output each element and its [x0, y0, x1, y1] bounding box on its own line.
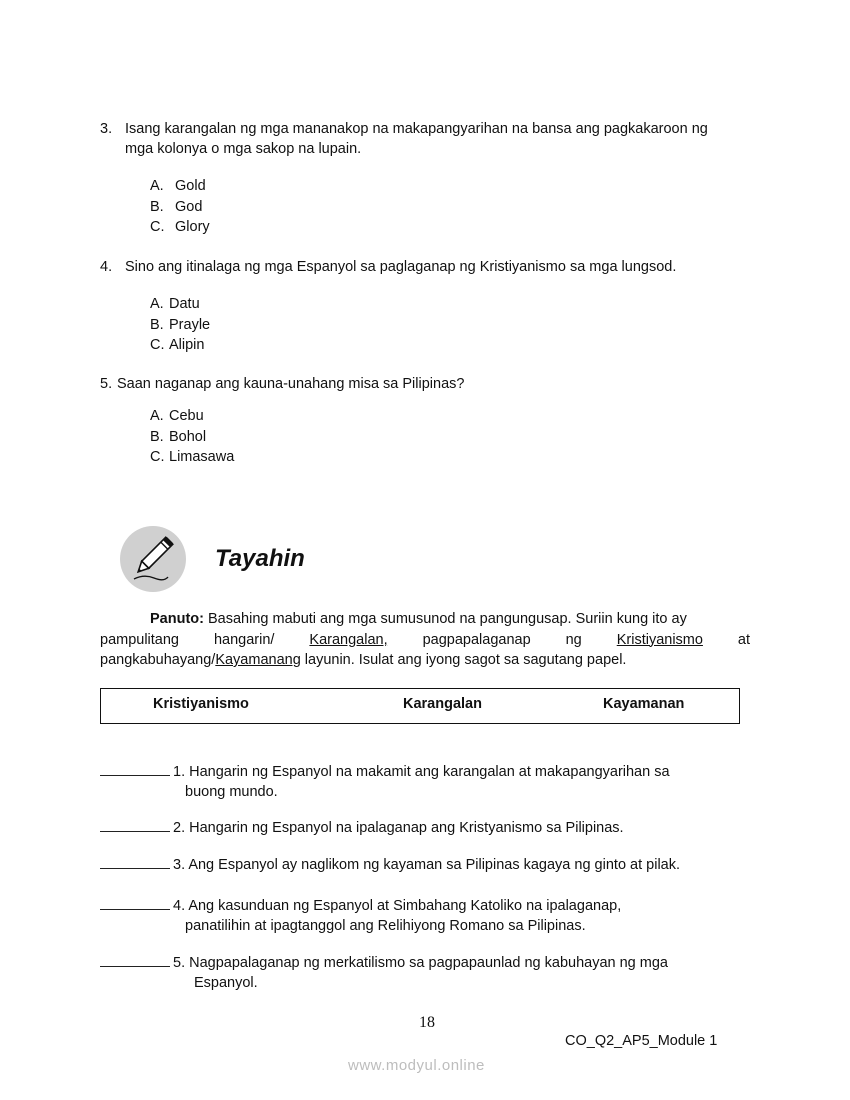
- question-number: 3.: [100, 121, 113, 137]
- page-number: 18: [419, 1014, 435, 1031]
- answer-blank[interactable]: [100, 952, 170, 967]
- question-text: Sino ang itinalaga ng mga Espanyol sa paglaganap ng Kristiyanismo sa mga lungsod.: [125, 259, 677, 275]
- pencil-icon: [120, 526, 186, 592]
- option-b: B. Prayle: [150, 316, 211, 333]
- answer-blank[interactable]: [100, 895, 170, 910]
- answer-blank[interactable]: [100, 854, 170, 869]
- option-b: B. Bohol: [150, 428, 207, 445]
- item-3: 3. Ang Espanyol ay naglikom ng kayaman sa Pilipinas kagaya ng ginto at pilak.: [100, 854, 740, 875]
- question-5-options: [150, 406, 234, 468]
- item-4: 4. Ang kasunduan ng Espanyol at Simbahang Katoliko na ipalaganap, panatilihin at ipagtanggol ang Relihiyong Romano sa Pilipinas.: [100, 895, 740, 936]
- choice-karangalan: Karangalan: [403, 696, 482, 712]
- question-4: [100, 257, 750, 277]
- question-4-options: [150, 294, 210, 356]
- item-5: 5. Nagpapalaganap ng merkatilismo sa pagpapaunlad ng kabuhayan ng mga Espanyol.: [100, 952, 740, 993]
- question-5: [100, 374, 750, 394]
- question-text: Saan naganap ang kauna-unahang misa sa Pilipinas?: [117, 376, 465, 392]
- module-code: CO_Q2_AP5_Module 1: [565, 1033, 718, 1049]
- section-title: Tayahin: [215, 545, 305, 572]
- instructions-line3: pangkabuhayang/Kayamanang layunin. Isulat ang iyong sagot sa sagutang papel.: [100, 652, 627, 668]
- question-text-continued: mga kolonya o mga sakop na lupain.: [125, 141, 362, 157]
- choice-kristiyanismo: Kristiyanismo: [153, 696, 249, 712]
- option-b: B. God: [150, 198, 203, 215]
- instructions: [100, 609, 750, 671]
- instructions-label: Panuto:: [150, 611, 204, 627]
- option-c: C. Limasawa: [150, 449, 235, 465]
- question-number: 4.: [100, 259, 113, 275]
- option-a: A. Cebu: [150, 408, 204, 424]
- item-1: 1. Hangarin ng Espanyol na makamit ang karangalan at makapangyarihan sa buong mundo.: [100, 761, 740, 802]
- answer-blank[interactable]: [100, 761, 170, 776]
- option-a: A. Gold: [150, 178, 206, 194]
- option-c: C. Glory: [150, 219, 210, 235]
- option-a: A. Datu: [150, 296, 200, 312]
- item-2: 2. Hangarin ng Espanyol na ipalaganap ang Kristyanismo sa Pilipinas.: [100, 817, 740, 838]
- choice-kayamanan: Kayamanan: [603, 696, 685, 712]
- underlined-kayamanang: Kayamanang: [215, 652, 301, 668]
- instructions-line1: Basahing mabuti ang mga sumusunod na pangungusap. Suriin kung ito ay: [208, 611, 687, 627]
- option-c: C. Alipin: [150, 337, 205, 353]
- question-3: [100, 119, 750, 159]
- question-number: 5.: [100, 376, 113, 392]
- underlined-kristiyanismo: Kristiyanismo: [616, 631, 703, 648]
- watermark: www.modyul.online: [348, 1057, 485, 1074]
- choices-box: [100, 688, 740, 724]
- question-3-options: [150, 176, 210, 238]
- question-text: Isang karangalan ng mga mananakop na makapangyarihan na bansa ang pagkakaroon ng: [125, 121, 708, 137]
- underlined-karangalan: Karangalan,: [309, 631, 388, 648]
- instructions-line2: pampulitang hangarin/ Karangalan, pagpapalaganap ng Kristiyanismo at: [100, 630, 750, 651]
- answer-blank[interactable]: [100, 817, 170, 832]
